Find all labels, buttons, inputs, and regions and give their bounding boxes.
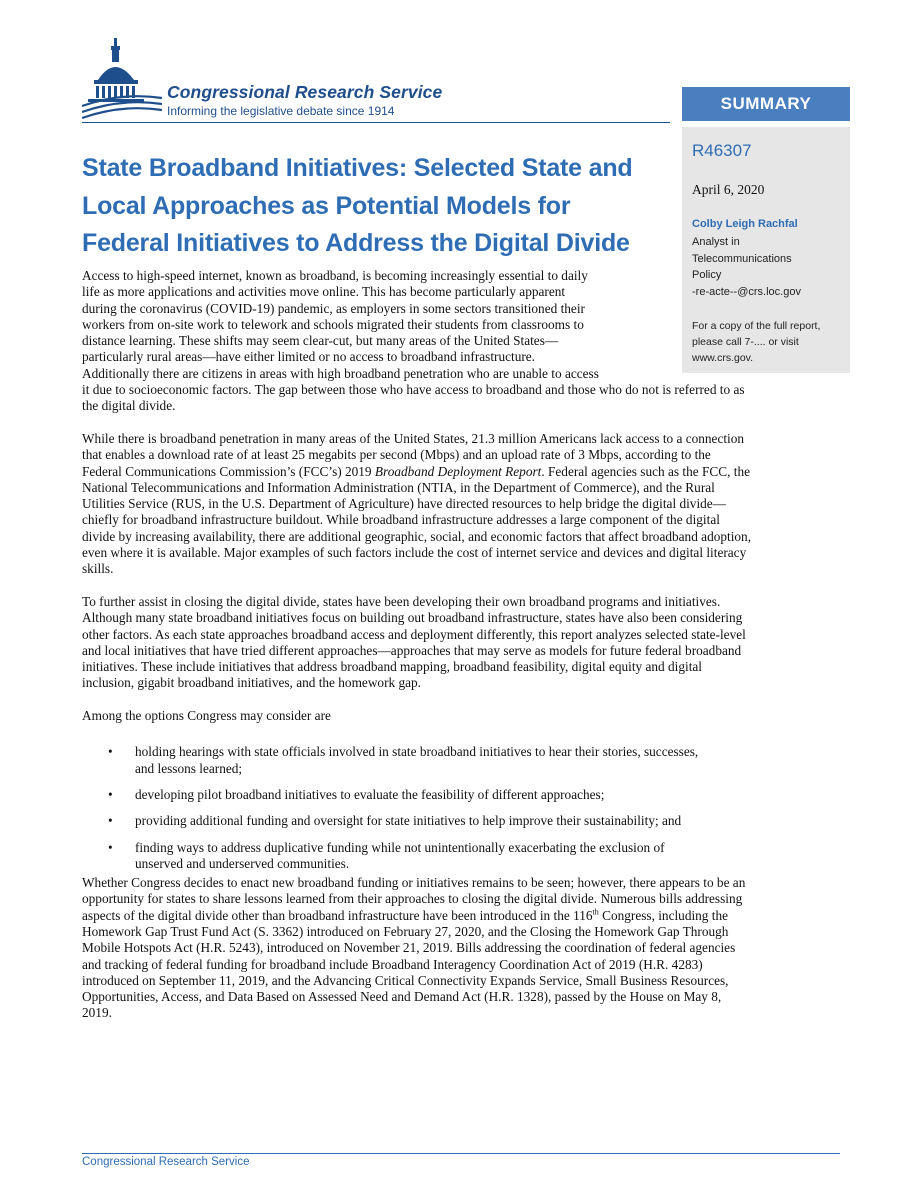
author-email[interactable]: -re-acte--@crs.loc.gov [692, 285, 801, 298]
text-span: aspects of the digital divide other than broadband infrastructure have been introduced in the 116 [82, 907, 593, 923]
paragraph-conclusion [82, 875, 842, 1022]
list-item [82, 787, 842, 803]
title-line: Local Approaches as Potential Models for [82, 191, 571, 220]
text-line: it due to socioeconomic factors. The gap between those who have access to broadband and those who do not is referred to as [82, 382, 745, 398]
text-line: Additionally there are citizens in areas with high broadband penetration who are unable to access [82, 365, 599, 381]
text-line: Whether Congress decides to enact new broadband funding or initiatives remains to be seen; however, there appears to be an [82, 875, 746, 891]
text-line: unserved and underserved communities. [135, 855, 350, 871]
list-item [82, 744, 842, 777]
author-title-line: Analyst in [692, 236, 740, 248]
text-line: inclusion, gigabit broadband initiatives, and the homework gap. [82, 675, 421, 691]
text-line [82, 908, 842, 924]
copy-note-line: please call 7-.... or visit [692, 336, 799, 348]
paragraph-states [82, 594, 842, 692]
text-line: and local initiatives that have tried different approaches—approaches that may serve as models for future federal broadband [82, 642, 742, 658]
text-line: To further assist in closing the digital divide, states have been developing their own broadband programs and initiatives. [82, 593, 721, 609]
text-line: providing additional funding and oversight for state initiatives to help improve their sustainability; and [135, 813, 682, 829]
text-line: 2019. [82, 1005, 112, 1021]
text-line: and lessons learned; [135, 760, 243, 776]
crs-logo [82, 36, 672, 126]
text-line: While there is broadband penetration in many areas of the United States, 21.3 million Americans lack access to a connection [82, 430, 745, 446]
text-span: Congress, including the [598, 907, 729, 923]
options-list [82, 744, 842, 872]
text-line: the digital divide. [82, 398, 176, 414]
text-line: finding ways to address duplicative funding while not unintentionally exacerbating the exclusion of [135, 839, 665, 855]
text-line: life as more applications and activities move online. This has become particularly apparent [82, 284, 566, 300]
author-name: Colby Leigh Rachfal [692, 218, 798, 230]
text-line: National Telecommunications and Information Administration (NTIA, in the Department of Commerce), and the Rural [82, 479, 715, 495]
bullet-icon: • [108, 839, 113, 855]
text-line: initiatives. These include initiatives that address broadband mapping, broadband feasibility, digital equity and digital [82, 659, 703, 675]
paragraph-intro [82, 268, 842, 415]
list-item [82, 840, 842, 873]
text-line: Utilities Service (RUS, in the U.S. Department of Agriculture) have directed resources to help bridge the digital divide— [82, 496, 726, 512]
report-title [82, 150, 682, 263]
text-line: Although many state broadband initiatives focus on building out broadband infrastructure, states have also been considering [82, 610, 743, 626]
text-line: during the coronavirus (COVID-19) pandemic, as employers in some sectors transitioned their [82, 300, 585, 316]
ordinal-suffix: th [592, 907, 599, 917]
summary-label: SUMMARY [682, 87, 850, 121]
footer-divider [82, 1153, 840, 1154]
paragraph-penetration [82, 431, 842, 578]
text-line: chiefly for broadband infrastructure buildout. While broadband infrastructure addresses a large component of the digital [82, 512, 720, 528]
text-line: particularly rural areas—have either limited or no access to broadband infrastructure. [82, 349, 536, 365]
header-divider [82, 122, 670, 123]
text-line: divide by increasing availability, there are additional geographic, social, and economic factors that affect broadband adoption, [82, 528, 752, 544]
text-line: holding hearings with state officials involved in state broadband initiatives to hear their stories, successes, [135, 744, 699, 760]
text-span: . Federal agencies such as the FCC, the [541, 463, 750, 479]
org-name: Congressional Research Service [167, 82, 443, 102]
text-line: other factors. As each state approaches broadband access and deployment differently, this report analyzes selected state-level [82, 626, 746, 642]
author-title-line: Telecommunications [692, 252, 792, 265]
capitol-dome-icon [82, 36, 162, 124]
list-item [82, 813, 842, 829]
text-line: Access to high-speed internet, known as broadband, is becoming increasingly essential to daily [82, 268, 588, 283]
report-name-italic: Broadband Deployment Report [374, 463, 542, 479]
text-line: that enables a download rate of at least 25 megabits per second (Mbps) and an upload rate of 3 Mbps, according to the [82, 447, 711, 463]
copy-note-line: For a copy of the full report, [692, 320, 821, 332]
text-line: workers from on-site work to telework and schools migrated their students from classrooms to [82, 316, 584, 332]
text-line: introduced on September 11, 2019, and the Advancing Critical Connectivity Expands Service, Small Business Resources, [82, 972, 729, 988]
text-line: skills. [82, 561, 114, 577]
text-line: opportunity for states to share lessons learned from their approaches to closing the digital divide. Numerous bills addressing [82, 891, 743, 907]
report-date: April 6, 2020 [692, 182, 765, 197]
text-line: Mobile Hotspots Act (H.R. 5243), introduced on November 21, 2019. Bills addressing the coordination of federal agencies [82, 940, 736, 956]
title-line: Federal Initiatives to Address the Digital Divide [82, 229, 630, 257]
copy-note-line[interactable]: www.crs.gov. [692, 352, 754, 364]
author-title-line: Policy [692, 269, 722, 281]
report-number: R46307 [692, 141, 752, 160]
text-line: Homework Gap Trust Fund Act (S. 3362) introduced on February 27, 2020, and the Closing the Homework Gap Through [82, 923, 729, 939]
footer-org-name: Congressional Research Service [82, 1156, 250, 1168]
text-line: even where it is available. Major examples of such factors include the cost of internet service and devices and digital literacy [82, 545, 747, 561]
bullet-icon: • [108, 786, 113, 802]
text-span: Federal Communications Commission’s (FCC’s) 2019 [82, 463, 375, 479]
text-line [82, 464, 842, 480]
org-tagline: Informing the legislative debate since 1914 [167, 104, 395, 118]
options-intro: Among the options Congress may consider are [82, 708, 331, 724]
text-line: Opportunities, Access, and Data Based on Assessed Need and Demand Act (H.R. 1328), passed by the House on May 8, [82, 989, 722, 1005]
text-line: and tracking of federal funding for broadband include Broadband Interagency Coordination Act of 2019 (H.R. 4283) [82, 956, 703, 972]
text-line: developing pilot broadband initiatives to evaluate the feasibility of different approaches; [135, 786, 605, 802]
bullet-icon: • [108, 744, 113, 760]
bullet-icon: • [108, 813, 113, 829]
text-line: distance learning. These shifts may seem clear-cut, but many areas of the United States— [82, 333, 559, 349]
summary-body [82, 268, 842, 1022]
title-line: State Broadband Initiatives: Selected State and [82, 154, 633, 182]
